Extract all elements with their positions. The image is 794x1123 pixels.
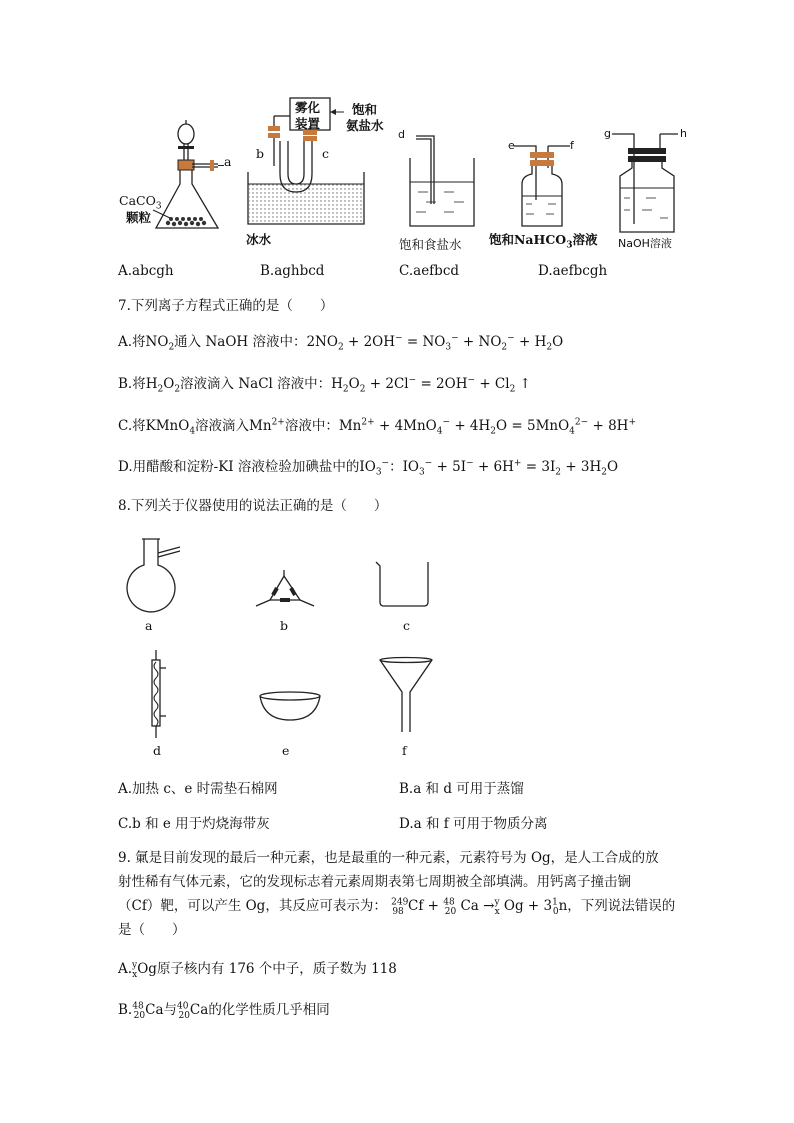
- port-a-label: a: [224, 154, 232, 169]
- instrument-label-b: b: [280, 618, 289, 633]
- port-h-label: h: [680, 127, 687, 140]
- q9-line3: （Cf）靶，可以产生 Og，其反应可表示为： $^{249}_{98}$ Cf + $^{48}_{20}$ Ca →$^y_x$ $Og + 3^1_0n$，下列说法错误的: [118, 897, 676, 917]
- evaporating-dish-e: [256, 690, 326, 726]
- q8-option-b[interactable]: B.a 和 d 可用于蒸馏: [399, 781, 524, 797]
- q7-option-a[interactable]: A.将$NO_2$通入 NaOH 溶液中：$2NO_2 + 2OH^- = NO_3^- + NO_2^- + H_2O$: [118, 333, 564, 353]
- q6-option-c[interactable]: C.aefbcd: [399, 263, 460, 279]
- q9-option-b[interactable]: B.$^{48}_{20}$Ca与$^{40}_{20}$Ca的化学性质几乎相同: [118, 1001, 330, 1021]
- port-b-label: b: [256, 146, 265, 161]
- q8-option-d[interactable]: D.a 和 f 可用于物质分离: [399, 816, 548, 832]
- q6-option-b[interactable]: B.aghbcd: [260, 263, 325, 279]
- condenser-d: [144, 650, 174, 740]
- q9-line1: 9. 氭是目前发现的最后一种元素，也是最重的一种元素，元素符号为 Og，是人工合成的放: [118, 850, 659, 866]
- caco3-label: CaCO$_3$: [119, 193, 162, 212]
- beaker-c: [374, 558, 434, 608]
- ammonia-brine-label-1: 饱和: [352, 102, 378, 117]
- nahco3-label: 饱和NaHCO$_3$溶液: [489, 232, 598, 251]
- q8-option-c[interactable]: C.b 和 e 用于灼烧海带灰: [118, 816, 270, 832]
- salt-water-label: 饱和食盐水: [399, 237, 462, 252]
- granules-label: 颗粒: [126, 210, 152, 225]
- q7-option-c[interactable]: C.将KMnO$_4$溶液滴入$Mn^{2+}$溶液中：$Mn^{2+} + 4MnO_4^- + 4H_2O = 5MnO_4^{2-} + 8H^+$: [118, 417, 636, 437]
- port-c-label: c: [322, 146, 330, 161]
- q9-line2: 射性稀有气体元素，它的发现标志着元素周期表第七周期被全部填满。用钙离子撞击锎: [118, 874, 631, 890]
- salt-water-beaker-diagram: [404, 134, 484, 234]
- q8-stem: 8.下列关于仪器使用的说法正确的是（ ）: [118, 498, 388, 514]
- ammonia-brine-label-2: 氨盐水: [346, 118, 384, 133]
- instrument-label-d: d: [153, 743, 162, 758]
- nahco3-wash-bottle-diagram: [512, 140, 582, 230]
- instrument-label-e: e: [282, 743, 290, 758]
- q6-option-a[interactable]: A.abcgh: [118, 263, 174, 279]
- q9-option-a[interactable]: A.$^y_x$Og原子核内有 176 个中子，质子数为 118: [118, 960, 397, 980]
- naoh-wash-bottle-diagram: [612, 128, 692, 238]
- q9-stem: [118, 846, 698, 942]
- port-f-label: f: [570, 139, 574, 152]
- q7-stem: 7.下列离子方程式正确的是（ ）: [118, 298, 334, 314]
- instrument-label-c: c: [403, 618, 411, 633]
- q7-option-d[interactable]: D.用醋酸和淀粉-KI 溶液检验加碘盐中的$IO_3^-$：$IO_3^- + 5I^- + 6H^+ = 3I_2 + 3H_2O$: [118, 458, 619, 478]
- q9-line4: 是（ ）: [118, 922, 186, 938]
- port-g-label: g: [604, 127, 611, 140]
- nuclear-equation: $^{249}_{98}$ Cf + $^{48}_{20}$ Ca →$^y_x$ $Og + 3^1_0n$: [391, 897, 568, 917]
- port-d-label: d: [398, 128, 405, 141]
- clay-triangle-b: [250, 570, 320, 610]
- naoh-label: NaOH溶液: [618, 237, 672, 250]
- distilling-flask-a: [120, 535, 190, 615]
- port-e-label: e: [508, 139, 515, 152]
- q6-option-d[interactable]: D.aefbcgh: [538, 263, 608, 279]
- atomizer-label-1: 雾化: [295, 100, 321, 115]
- q7-option-b[interactable]: B.将$H_2O_2$溶液滴入 NaCl 溶液中：$H_2O_2 + 2Cl^- = 2OH^- + Cl_2$ ↑: [118, 375, 531, 395]
- ice-water-label: 冰水: [246, 232, 272, 247]
- atomizer-label-2: 装置: [295, 116, 321, 131]
- funnel-f: [378, 656, 438, 736]
- instrument-label-a: a: [145, 618, 153, 633]
- q8-option-a[interactable]: A.加热 c、e 时需垫石棉网: [118, 781, 278, 797]
- instrument-label-f: f: [402, 743, 407, 758]
